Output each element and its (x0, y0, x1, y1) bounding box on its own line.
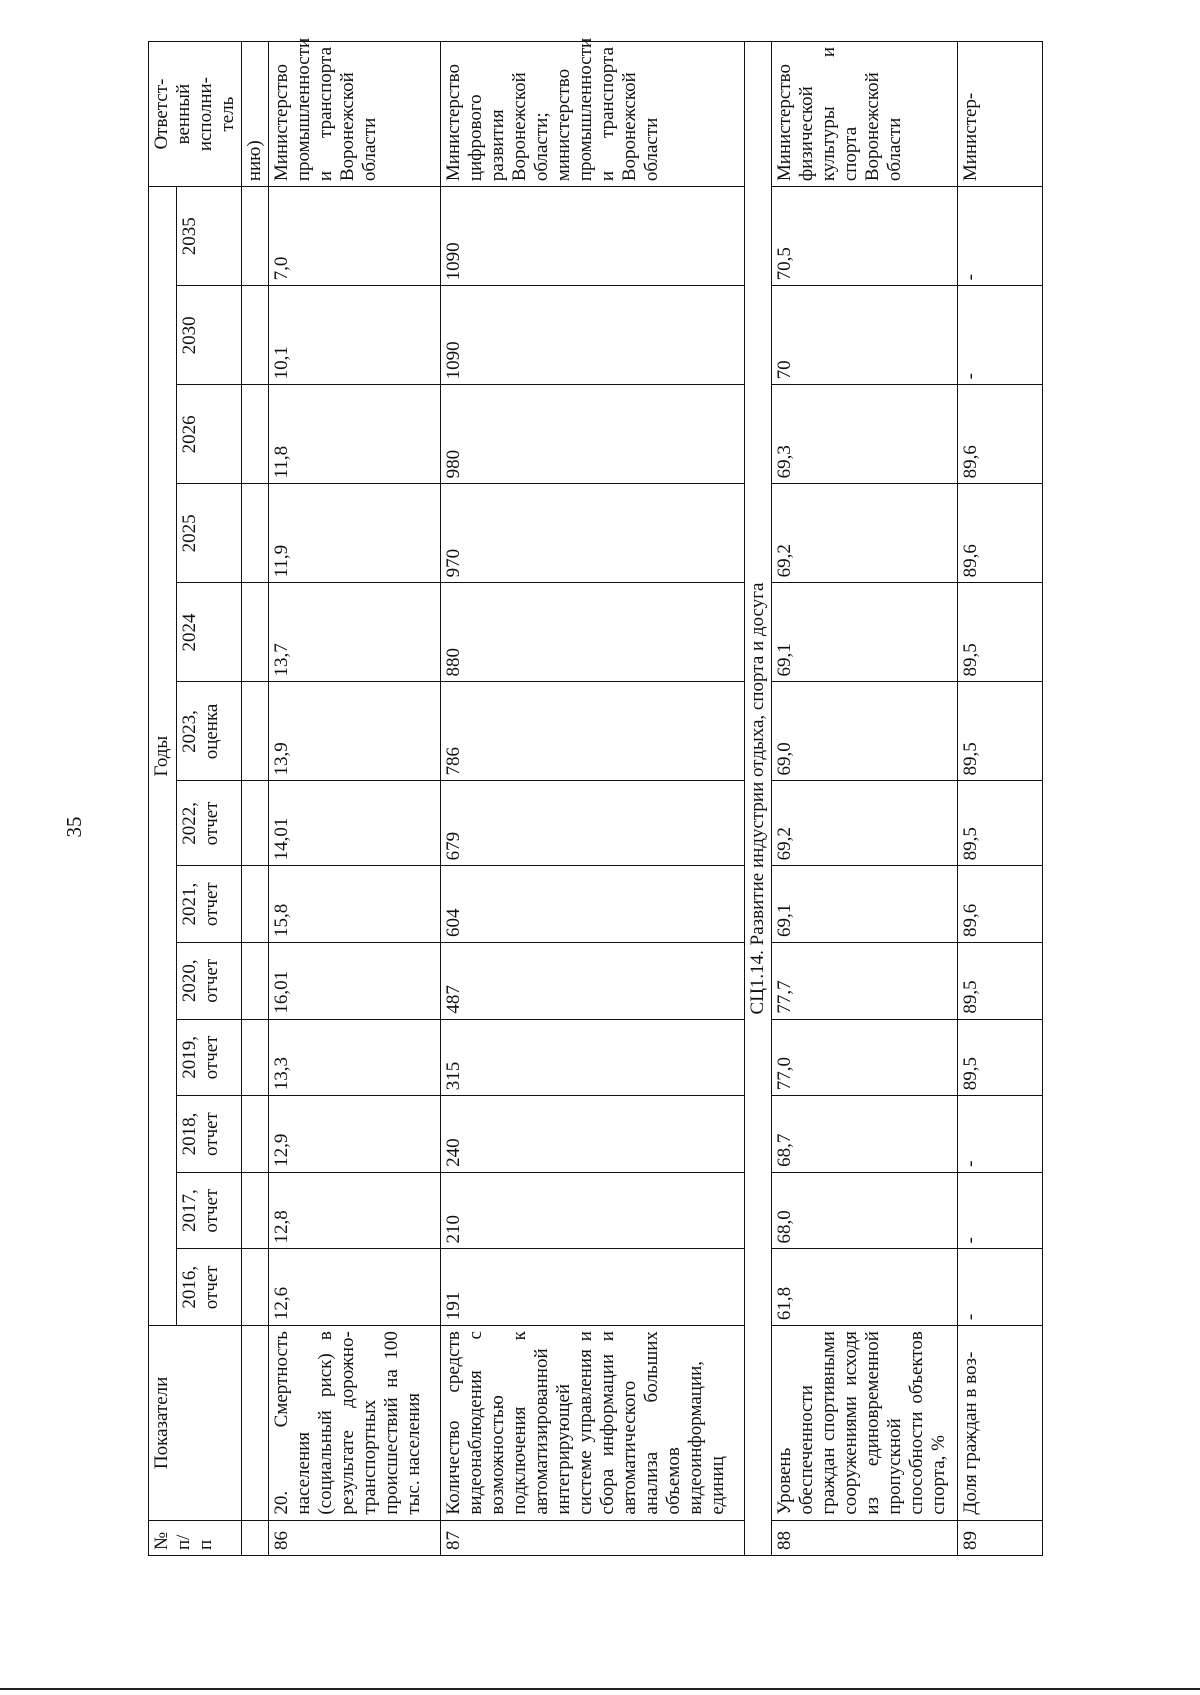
carryover-cell (242, 942, 269, 1019)
value-cell: 487 (441, 942, 745, 1019)
row-no: 89 (958, 1520, 1043, 1555)
value-cell: 69,3 (772, 385, 958, 484)
value-cell: 7,0 (269, 187, 441, 286)
row-indicator: Количество средств видеонаблюдения с возможностью подключения к автоматизированной интегрирующей системе управления и сбора информации и автоматического анализа больших объемов видеоинформации, единиц (441, 1326, 745, 1521)
value-cell: 13,7 (269, 583, 441, 682)
value-cell: 68,0 (772, 1172, 958, 1249)
value-cell: 77,7 (772, 942, 958, 1019)
section-title: СЦ1.14. Развитие индустрии отдыха, спорта и досуга (745, 42, 772, 1556)
value-cell: 89,5 (958, 682, 1043, 781)
value-cell: 69,1 (772, 583, 958, 682)
value-cell: 12,9 (269, 1096, 441, 1173)
value-cell: 240 (441, 1096, 745, 1173)
value-cell: 70,5 (772, 187, 958, 286)
year-header: 2017, отчет (176, 1172, 241, 1249)
value-cell: 14,01 (269, 781, 441, 866)
header-indicator: Показатели (149, 1326, 242, 1521)
carryover-cell (242, 385, 269, 484)
value-cell: 89,5 (958, 781, 1043, 866)
value-cell: 69,1 (772, 866, 958, 943)
value-cell: - (958, 187, 1043, 286)
carryover-cell (242, 682, 269, 781)
page-number: 35 (62, 816, 86, 838)
header-years-group: Годы (149, 187, 177, 1326)
carryover-cell (242, 1520, 269, 1555)
value-cell: 1090 (441, 187, 745, 286)
row-responsible: Министерство физической культуры и спорта Воронежской области (772, 42, 958, 187)
year-header: 2021, отчет (176, 866, 241, 943)
value-cell: 1090 (441, 286, 745, 385)
value-cell: 13,9 (269, 682, 441, 781)
page-bottom-rule (0, 1688, 1200, 1690)
carryover-cell (242, 286, 269, 385)
value-cell: 16,01 (269, 942, 441, 1019)
value-cell: - (958, 1096, 1043, 1173)
year-header: 2025 (176, 484, 241, 583)
carryover-cell (242, 1096, 269, 1173)
value-cell: 970 (441, 484, 745, 583)
row-indicator: 20. Смертность населения (социальный риск) в результате дорожно-транспортных происшествий на 100 тыс. населения (269, 1326, 441, 1521)
value-cell: 12,6 (269, 1249, 441, 1326)
value-cell: - (958, 1249, 1043, 1326)
value-cell: 11,9 (269, 484, 441, 583)
table-row (269, 42, 441, 1556)
row-indicator: Доля граждан в воз- (958, 1326, 1043, 1521)
carryover-cell (242, 781, 269, 866)
value-cell: 89,5 (958, 1019, 1043, 1096)
row-no: 86 (269, 1520, 441, 1555)
header-responsible: Ответст- венный исполни- тель (149, 42, 242, 187)
value-cell: 89,6 (958, 866, 1043, 943)
value-cell: 70 (772, 286, 958, 385)
value-cell: 210 (441, 1172, 745, 1249)
value-cell: 89,6 (958, 484, 1043, 583)
carryover-cell (242, 1172, 269, 1249)
year-header: 2020, отчет (176, 942, 241, 1019)
indicators-table (148, 37, 1043, 1556)
year-header: 2035 (176, 187, 241, 286)
value-cell: 191 (441, 1249, 745, 1326)
value-cell: 12,8 (269, 1172, 441, 1249)
value-cell: - (958, 1172, 1043, 1249)
row-no: 87 (441, 1520, 745, 1555)
table-row (441, 42, 745, 1556)
value-cell: 69,2 (772, 781, 958, 866)
year-header: 2026 (176, 385, 241, 484)
value-cell: 61,8 (772, 1249, 958, 1326)
value-cell: 604 (441, 866, 745, 943)
year-header: 2019, отчет (176, 1019, 241, 1096)
table-row (958, 42, 1043, 1556)
value-cell: 315 (441, 1019, 745, 1096)
value-cell: 13,3 (269, 1019, 441, 1096)
carryover-cell (242, 1019, 269, 1096)
carryover-cell (242, 1249, 269, 1326)
value-cell: 69,2 (772, 484, 958, 583)
carryover-cell (242, 484, 269, 583)
carryover-text: нию) (242, 42, 269, 187)
value-cell: 89,5 (958, 583, 1043, 682)
rotated-table-container (148, 37, 1043, 1556)
value-cell: 68,7 (772, 1096, 958, 1173)
value-cell: 89,6 (958, 385, 1043, 484)
value-cell: 15,8 (269, 866, 441, 943)
carryover-cell (242, 866, 269, 943)
row-responsible: Министер- (958, 42, 1043, 187)
value-cell: 89,5 (958, 942, 1043, 1019)
year-header: 2023, оценка (176, 682, 241, 781)
value-cell: 980 (441, 385, 745, 484)
row-indicator: Уровень обеспеченности граждан спортивными сооружениями исходя из единовременной пропускной способности объектов спорта, % (772, 1326, 958, 1521)
table-row (772, 42, 958, 1556)
carryover-cell (242, 583, 269, 682)
value-cell: 11,8 (269, 385, 441, 484)
value-cell: 69,0 (772, 682, 958, 781)
carryover-cell (242, 187, 269, 286)
row-responsible: Министерство промышленности и транспорта Воронежской области (269, 42, 441, 187)
row-no: 88 (772, 1520, 958, 1555)
value-cell: - (958, 286, 1043, 385)
value-cell: 786 (441, 682, 745, 781)
year-header: 2016, отчет (176, 1249, 241, 1326)
year-header: 2024 (176, 583, 241, 682)
value-cell: 880 (441, 583, 745, 682)
year-header: 2022, отчет (176, 781, 241, 866)
value-cell: 10,1 (269, 286, 441, 385)
carryover-cell (242, 1326, 269, 1521)
row-responsible: Министерство цифрового развития Воронежской области; министерство промышленности и транспорта Воронежской области (441, 42, 745, 187)
header-no: № п/п (149, 1520, 242, 1555)
year-header: 2018, отчет (176, 1096, 241, 1173)
value-cell: 679 (441, 781, 745, 866)
value-cell: 77,0 (772, 1019, 958, 1096)
year-header: 2030 (176, 286, 241, 385)
